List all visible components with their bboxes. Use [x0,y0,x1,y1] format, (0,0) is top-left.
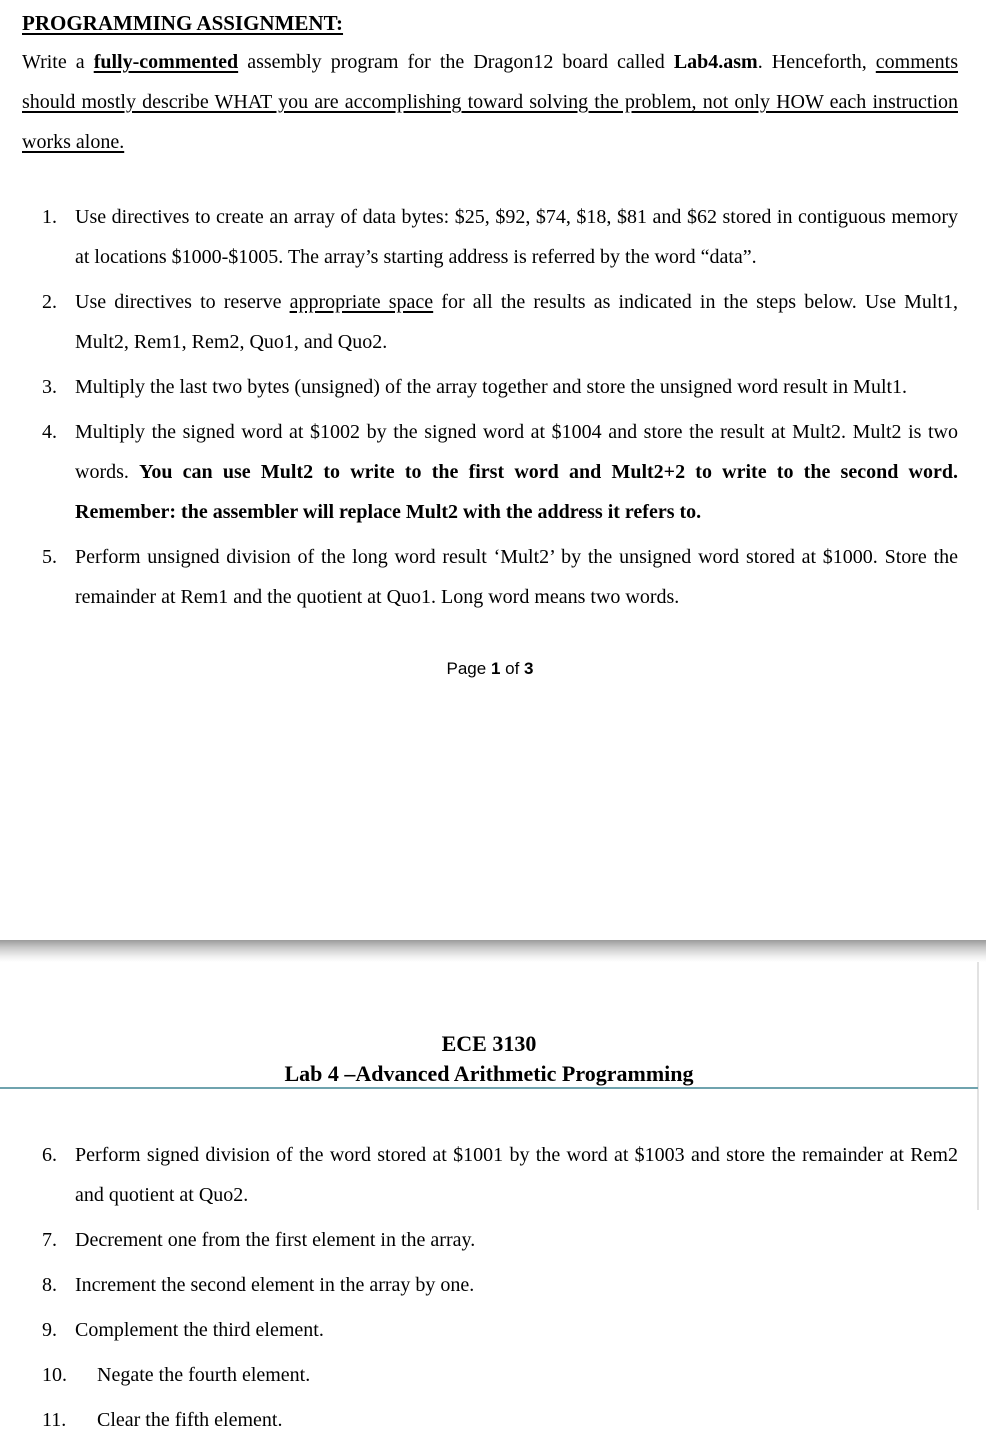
list-item-text: Use directives to reserve appropriate space for all the results as indicated in the steps below. Use Mult1, Mult2, Rem1, Rem2, Quo1, and Quo2. [75,291,959,353]
instruction-list-page-1 [22,197,958,617]
list-item-2 [22,282,958,362]
list-item-text: Negate the fourth element. [97,1364,311,1386]
page-1-content [0,0,986,680]
list-item-text: Perform unsigned division of the long word result ‘Mult2’ by the unsigned word stored at $1000. Store the remainder at Rem1 and the quotient at Quo1. Long word means two words. [75,546,958,608]
list-item-text: Use directives to create an array of data bytes: $25, $92, $74, $18, $81 and $62 stored in contiguous memory at locations $1000-$1005. The array’s starting address is referred by the word “data”. [75,206,958,268]
list-item-6 [22,1135,958,1215]
list-item-11 [22,1400,958,1440]
list-item-text: Perform signed division of the word stored at $1001 by the word at $1003 and store the remainder at Rem2 and quotient at Quo2. [75,1144,958,1206]
lab-title: Lab 4 –Advanced Arithmetic Programming [284,1061,694,1086]
page-2-header [0,1028,978,1089]
intro-paragraph: Write a fully-commented assembly program for the Dragon12 board called Lab4.asm. Henceforth, comments should mostly describe WHAT you are accomplishing toward solving the problem, not only HOW each instruction works alone. [22,51,959,153]
page-number-footer: Page 1 of 3 [446,659,534,678]
list-item-5 [22,537,958,617]
list-item-text: Decrement one from the first element in the array. [75,1229,476,1251]
list-item-10 [22,1355,958,1395]
list-item-number: 7. [42,1229,57,1251]
list-item-9 [22,1310,958,1350]
list-item-text: Increment the second element in the array by one. [75,1274,475,1296]
page-break-separator [0,940,986,962]
list-item-text: Clear the fifth element. [97,1409,283,1431]
list-item-number: 5. [42,546,57,568]
assignment-heading: PROGRAMMING ASSIGNMENT: [22,11,344,35]
list-item-number: 10. [42,1364,67,1386]
course-title: ECE 3130 [441,1031,537,1056]
list-item-number: 6. [42,1144,57,1166]
list-item-number: 2. [42,291,57,313]
list-item-text: Complement the third element. [75,1319,324,1341]
instruction-list-page-2 [0,1135,986,1440]
list-item-text: Multiply the signed word at $1002 by the signed word at $1004 and store the result at Mult2. Mult2 is two words. You can use Mult2 to write to the first word and Mult2+2 to write to the second word. Remember: the assembler will replace Mult2 with the address it refers to. [75,421,958,523]
list-item-3 [22,367,958,407]
list-item-7 [22,1220,958,1260]
list-item-4 [22,412,958,532]
page-2-content [0,962,986,1445]
list-item-1 [22,197,958,277]
list-item-number: 9. [42,1319,57,1341]
list-item-number: 11. [42,1409,67,1431]
list-item-text: Multiply the last two bytes (unsigned) of the array together and store the unsigned word result in Mult1. [75,376,908,398]
list-item-number: 1. [42,206,57,228]
list-item-number: 8. [42,1274,57,1296]
list-item-8 [22,1265,958,1305]
list-item-number: 3. [42,376,57,398]
list-item-number: 4. [42,421,57,443]
